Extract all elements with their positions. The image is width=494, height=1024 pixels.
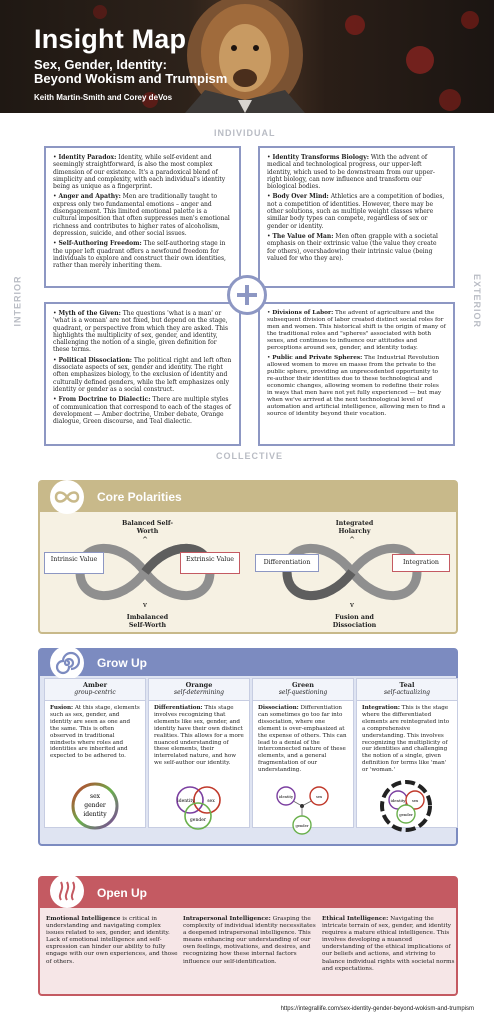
waves-icon: [50, 874, 84, 908]
differentiation-box: Differentiation: [255, 554, 319, 572]
page-subtitle: [34, 58, 274, 86]
amber-sex-word: sex: [89, 793, 101, 800]
axis-collective: COLLECTIVE: [216, 451, 284, 461]
page-title: Insight Map: [34, 24, 187, 54]
lr-item: • Public and Private Spheres: The Industrial Revolution allowed women to move en masse from the private to the public sphere, providing an unprecedented opportunity to re-author their identities due to these technological and economic changes, allowing women to redefine their roles in ways that men have not yet fully experienced — but may when we've arrived at the next technological level of automation and artificial intelligence, allowing men to find a source of identity beyond their vocation.: [267, 355, 446, 417]
fusion-dissociation-label: Fusion and Dissociation: [332, 614, 377, 629]
teal-identity-word: identity: [390, 798, 406, 803]
stage-quality: self-actualizing: [384, 689, 430, 696]
stage-diagrams: [40, 778, 460, 838]
ur-item: • Body Over Mind: Athletics are a competition of bodies, not a competition of identities. However, there may be other solutions, such as multiple weight classes where similar body types can compete, regardless of sex or gender or identity.: [267, 193, 445, 230]
stage-quality: self-determining: [174, 689, 224, 696]
amber-identity-word: identity: [83, 811, 107, 818]
stage-quality: group-centric: [74, 689, 116, 696]
grow-up-panel: [38, 648, 458, 846]
svg-text:^: ^: [349, 536, 355, 544]
extrinsic-value-box: Extrinsic Value: [180, 552, 240, 574]
stage-orange-header: [149, 679, 249, 701]
lr-item: • Divisions of Labor: The advent of agriculture and the subsequent division of labor created distinct social roles for men and women. This historical shift is the origin of many of the traditional roles and "spheres" associated with both sexes, and continues to influence our attitudes and perceptions around sex, gender, and identity today.: [267, 310, 446, 351]
stage-amber-header: [45, 679, 145, 701]
emotional-intelligence-text: Emotional Intelligence is critical in understanding and navigating complex issues related to sex, gender, and identity. Lack of emotional intelligence and self-expression can hinder our ability to fully engage with our own experiences, and those of others.: [46, 916, 178, 965]
core-polarities-header: [40, 482, 456, 512]
authors: Keith Martin-Smith and Corey deVos: [34, 93, 173, 102]
stage-name: Green: [292, 681, 314, 689]
stage-name: Amber: [82, 681, 108, 689]
orange-sex-word: sex: [207, 799, 215, 804]
orange-gender-word: gender: [189, 818, 207, 823]
intrinsic-value-box: Intrinsic Value: [44, 552, 104, 574]
stage-name: Orange: [185, 681, 213, 689]
ur-item: • Identity Transforms Biology: With the advent of medical and technological progress, our upper-left identity, which used to be downstream from our upper-right biology, can now influence and transform our biological bodies.: [267, 154, 435, 191]
ur-item: • The Value of Man: Men often grapple with a societal emphasis on their extrinsic value (the value they create for others), overshadowing their intrinsic value (being valued for who they are).: [267, 232, 438, 262]
polarity-maps: [40, 514, 456, 634]
intrapersonal-intelligence-text: Intrapersonal Intelligence: Grasping the complexity of individual identity necessitates a deepened intrapersonal intelligence. This means enhancing our understanding of our own feelings, motivations, and desires, and recognizing how these internal factors influence our self-identification.: [183, 916, 316, 965]
imbalanced-self-worth-label: Imbalanced Self-Worth: [126, 614, 169, 629]
core-polarities-panel: [38, 480, 458, 634]
ul-item: • Self-Authoring Freedom: The self-authoring stage in the upper left quadrant offers a newfound freedom for individuals to explore and construct their own identities, rather than merely inheriting them.: [53, 240, 226, 270]
infinity-icon: [50, 480, 84, 514]
orange-identity-word: identity: [177, 799, 195, 804]
quadrant-upper-left: [44, 146, 241, 288]
plus-icon: [227, 275, 267, 315]
spiral-icon: [50, 646, 84, 680]
grow-up-title: Grow Up: [97, 656, 147, 670]
stage-orange-text: Differentiation: This stage involves recognizing that elements like sex, gender, and identity have their own distinct realities. This allows for a more nuanced understanding of these elements, their interrelated nature, and how we self-author our identity.: [154, 705, 244, 767]
axis-individual: INDIVIDUAL: [214, 128, 276, 138]
axis-interior: INTERIOR: [12, 275, 23, 327]
ll-item: • Political Dissociation: The political right and left often dissociate aspects of sex, gender and identity. The right often emphasizes biology, to the exclusion of identity and culturally defined genders, while the left emphasizes only identity or gender as a social construct.: [53, 356, 232, 393]
ul-item: • Anger and Apathy: Men are traditionally taught to express only two fundamental emotions – anger and disengagement. This limited emotional palette is a cultural imposition that often suppresses men's emotional richness and contributes to higher rates of alcoholism, depression, suicide, and other social issues.: [53, 193, 230, 237]
open-up-title: Open Up: [97, 886, 147, 900]
quadrant-lower-left: [44, 302, 241, 446]
green-identity-word: identity: [279, 795, 293, 799]
svg-text:v: v: [143, 601, 147, 609]
stage-amber-text: Fusion: At this stage, elements such as sex, gender, and identity are seen as one and the same. This is often observed in traditional mindsets where roles and identities are inherited and expected to be adhered to.: [50, 705, 140, 760]
balanced-self-worth-label: Balanced Self-Worth: [122, 520, 173, 535]
green-gender-word: gender: [295, 824, 309, 828]
core-polarities-title: Core Polarities: [97, 490, 182, 504]
stage-quality: self-questioning: [278, 689, 328, 696]
source-url[interactable]: https://integrallife.com/sex-identity-gender-beyond-wokism-and-trumpism: [280, 1006, 474, 1012]
stage-name: Teal: [399, 681, 415, 689]
stage-teal-text: Integration: This is the stage where the differentiated elements are reintegrated into a comprehensive understanding. This involves recognizing the multiplicity of our identities and challenging the notion of a single, given definition for terms like 'man' or 'woman.': [362, 705, 450, 774]
grow-up-header: [40, 650, 456, 676]
subtitle-line-2: Beyond Wokism and Trumpism: [34, 71, 228, 86]
ethical-intelligence-text: Ethical Intelligence: Navigating the intricate terrain of sex, gender, and identity requires a mature ethical intelligence. This involves developing a nuanced understanding of the ethical implications of our beliefs and actions, and striving to balance individual rights with societal norms and expectations.: [322, 916, 455, 972]
open-up-panel: [38, 876, 458, 996]
svg-text:^: ^: [142, 536, 148, 544]
amber-gender-word: gender: [84, 802, 106, 809]
integrated-holarchy-label: Integrated Holarchy: [335, 520, 374, 535]
ul-item: • Identity Paradox: Identity, while self-evident and seemingly straightforward, is also the most complex dimension of our existence. It's a paradoxical blend of simplicity and complexity, with each individual's identity being as unique as a fingerprint.: [53, 154, 226, 191]
svg-text:v: v: [350, 601, 354, 609]
ll-item: • Myth of the Given: The questions 'what is a man' or 'what is a woman' are not fixed, but depend on the stage, quadrant, or perspective from which they are asked. This highlights the multiplicity of sex, gender, and identity, challenging the notion of a single, given definition for these terms.: [53, 310, 229, 354]
green-sex-word: sex: [316, 795, 322, 799]
integration-box: Integration: [392, 554, 450, 572]
hero-banner: [0, 0, 494, 113]
teal-sex-word: sex: [411, 798, 419, 803]
axis-exterior: EXTERIOR: [472, 273, 483, 329]
stage-teal-header: [357, 679, 457, 701]
ll-item: • From Doctrine to Dialectic: There are multiple styles of communication that correspond to each of the stages of development — Amber doctrine, Umber debate, Orange dialogue, Green discourse, and Teal dialectic.: [53, 396, 231, 426]
quadrant-upper-right: [258, 146, 455, 288]
stage-green-text: Dissociation: Differentiation can sometimes go too far into dissociation, where one element is over-emphasized at the expense of others. This can lead to a denial of the interconnected nature of these elements, and a general fragmentation of our understanding.: [258, 705, 347, 774]
open-up-header: [40, 878, 456, 908]
subtitle-line-1: Sex, Gender, Identity:: [34, 57, 167, 72]
teal-gender-word: gender: [399, 812, 413, 817]
stage-green-header: [253, 679, 353, 701]
quadrant-lower-right: [258, 302, 455, 446]
